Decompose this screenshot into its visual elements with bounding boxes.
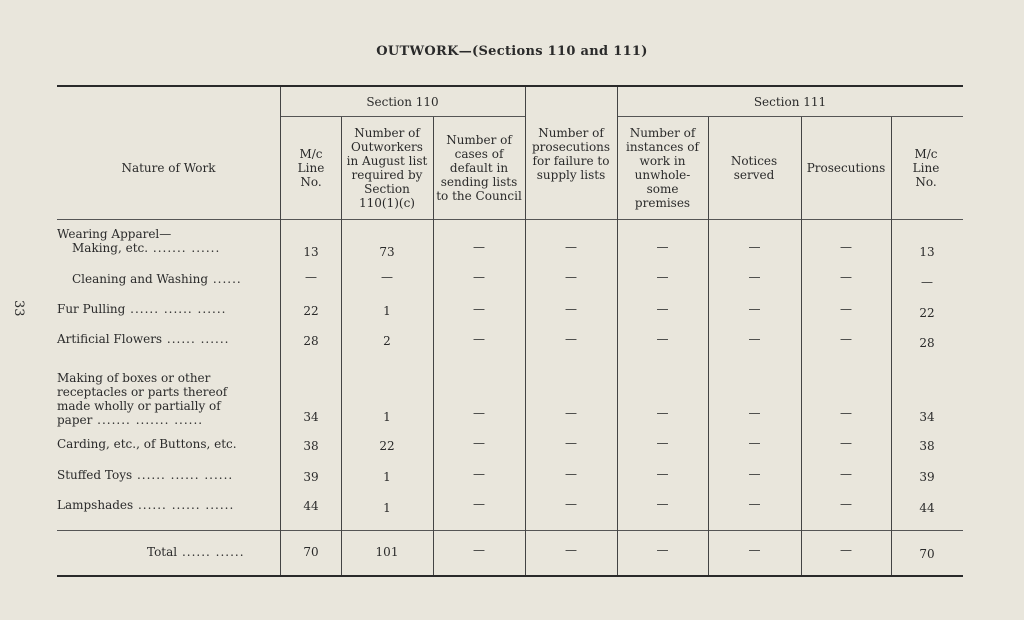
cell-unwholesome: — <box>656 467 669 481</box>
cell-mc2: 34 <box>919 410 935 424</box>
header-mc-line-no-2: M/c Line No. <box>912 147 940 189</box>
cell-prosecutions: — <box>840 467 852 481</box>
cell-pros-fail: — <box>565 436 577 450</box>
cell-default: — <box>473 436 485 450</box>
header-outworkers: Number of Outworkers in August list required by Section 110(1)(c) <box>346 126 428 210</box>
total-default: — <box>473 543 485 557</box>
cell-notices: — <box>748 436 761 450</box>
total-pros-fail: — <box>565 543 577 557</box>
cell-notices: — <box>748 270 761 284</box>
cell-outworkers: 1 <box>383 470 391 484</box>
cell-prosecutions: — <box>840 270 852 284</box>
total-prosecutions: — <box>840 543 852 557</box>
cell-notices: — <box>748 497 761 511</box>
cell-unwholesome: — <box>656 302 669 316</box>
cell-prosecutions: — <box>840 436 852 450</box>
row-label: Making of boxes or other receptacles or parts thereof made wholly or partially of paper ....... ....... ...... <box>57 371 228 427</box>
cell-mc: 28 <box>303 334 319 348</box>
cell-prosecutions: — <box>840 332 852 346</box>
cell-default: — <box>473 302 485 316</box>
cell-outworkers: 1 <box>383 410 391 424</box>
total-mc: 70 <box>303 545 319 559</box>
header-section-111: Section 111 <box>753 95 827 109</box>
cell-prosecutions: — <box>840 406 852 420</box>
cell-mc: 22 <box>303 304 319 318</box>
cell-pros-fail: — <box>565 467 577 481</box>
row-label: Making, etc. ....... ...... <box>72 241 221 255</box>
cell-mc: 44 <box>303 499 319 513</box>
cell-outworkers: — <box>381 270 393 284</box>
cell-mc2: 44 <box>919 501 935 515</box>
total-label: Total ...... ...... <box>147 545 245 559</box>
cell-default: — <box>473 467 485 481</box>
cell-mc: — <box>305 270 317 284</box>
total-top-rule <box>57 530 963 531</box>
header-notices-served: Notices served <box>730 154 778 182</box>
cell-default: — <box>473 270 485 284</box>
row-label: Stuffed Toys ...... ...... ...... <box>57 468 234 482</box>
row-label: Lampshades ...... ...... ...... <box>57 498 235 512</box>
cell-notices: — <box>748 302 761 316</box>
cell-pros-fail: — <box>565 497 577 511</box>
cell-mc2: — <box>921 275 933 289</box>
cell-notices: — <box>748 406 761 420</box>
cell-unwholesome: — <box>656 436 669 450</box>
header-bottom-rule <box>57 219 963 220</box>
bottom-rule <box>57 575 963 577</box>
cell-outworkers: 1 <box>383 304 391 318</box>
cell-notices: — <box>748 240 761 254</box>
header-prosecutions: Prosecutions <box>806 161 886 175</box>
header-section-110: Section 110 <box>366 95 439 109</box>
header-unwholesome: Number of instances of work in unwhole- some premises <box>626 126 699 210</box>
cell-default: — <box>473 240 485 254</box>
cell-mc: 13 <box>303 245 319 259</box>
cell-pros-fail: — <box>565 302 577 316</box>
cell-unwholesome: — <box>656 332 669 346</box>
row-label: Cleaning and Washing ...... <box>72 272 242 286</box>
cell-unwholesome: — <box>656 406 669 420</box>
cell-mc2: 22 <box>919 306 935 320</box>
total-mc2: 70 <box>919 547 935 561</box>
cell-pros-fail: — <box>565 406 577 420</box>
header-default-cases: Number of cases of default in sending lists to the Council <box>436 133 522 203</box>
cell-mc2: 38 <box>919 439 935 453</box>
cell-pros-fail: — <box>565 270 577 284</box>
cell-outworkers: 73 <box>379 245 395 259</box>
header-prosecutions-failure: Number of prosecutions for failure to supply lists <box>531 125 611 182</box>
cell-prosecutions: — <box>840 497 852 511</box>
cell-prosecutions: — <box>840 302 852 316</box>
cell-mc2: 39 <box>919 470 935 484</box>
cell-mc2: 28 <box>919 336 935 350</box>
row-label: Wearing Apparel— <box>57 227 172 241</box>
cell-outworkers: 22 <box>379 439 395 453</box>
cell-mc: 34 <box>303 410 319 424</box>
page-number: 33 <box>11 300 26 317</box>
cell-mc2: 13 <box>919 245 935 259</box>
total-outworkers: 101 <box>375 545 399 559</box>
total-notices: — <box>748 543 761 557</box>
cell-prosecutions: — <box>840 240 852 254</box>
cell-notices: — <box>748 467 761 481</box>
row-label: Fur Pulling ...... ...... ...... <box>57 302 227 316</box>
top-rule <box>57 85 963 87</box>
header-nature-of-work: Nature of Work <box>121 161 216 175</box>
cell-default: — <box>473 406 485 420</box>
total-unwholesome: — <box>656 543 669 557</box>
cell-default: — <box>473 332 485 346</box>
cell-pros-fail: — <box>565 332 577 346</box>
row-label: Carding, etc., of Buttons, etc. <box>57 437 237 451</box>
header-mc-line-no: M/c Line No. <box>297 147 325 189</box>
cell-unwholesome: — <box>656 240 669 254</box>
cell-outworkers: 1 <box>383 501 391 515</box>
cell-outworkers: 2 <box>383 334 391 348</box>
cell-unwholesome: — <box>656 270 669 284</box>
cell-default: — <box>473 497 485 511</box>
cell-mc: 39 <box>303 470 319 484</box>
cell-mc: 38 <box>303 439 319 453</box>
cell-unwholesome: — <box>656 497 669 511</box>
row-label: Artificial Flowers ...... ...... <box>57 332 230 346</box>
cell-pros-fail: — <box>565 240 577 254</box>
cell-notices: — <box>748 332 761 346</box>
page-title: OUTWORK—(Sections 110 and 111) <box>376 44 648 59</box>
